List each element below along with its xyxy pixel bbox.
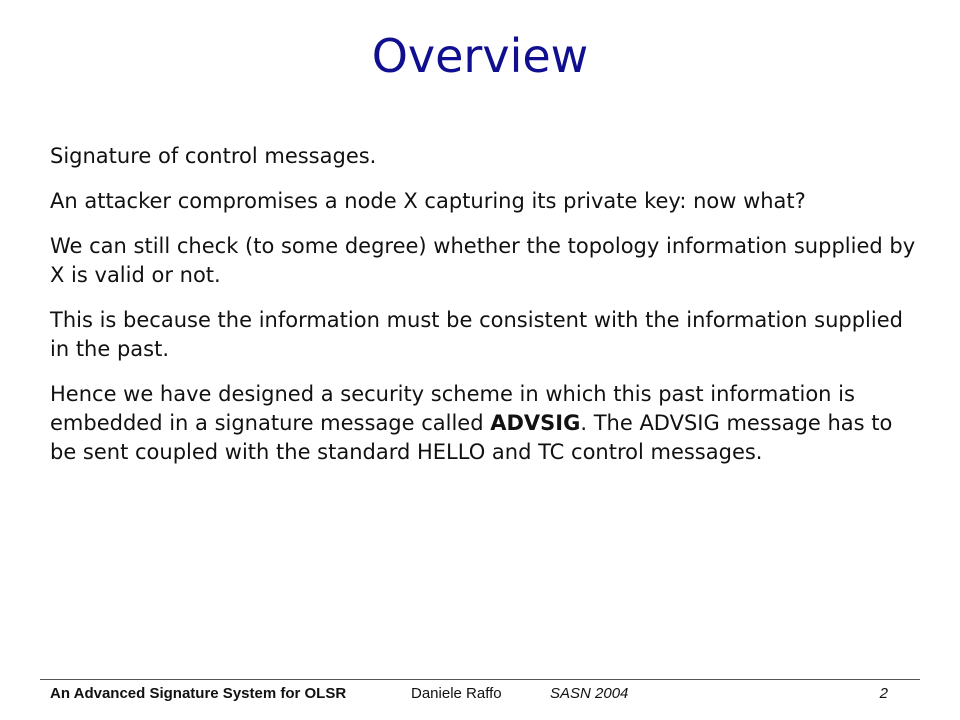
slide-body (50, 142, 920, 483)
paragraph-check-topology: We can still check (to some degree) whether the topology information supplied by X is valid or not. (50, 234, 916, 287)
paragraph-signature: Signature of control messages. (50, 144, 377, 168)
footer-presentation-title: An Advanced Signature System for OLSR (50, 685, 347, 702)
paragraph-attacker: An attacker compromises a node X capturing its private key: now what? (50, 189, 806, 213)
paragraph-advsig-scheme (50, 380, 920, 467)
footer-conference: SASN 2004 (550, 685, 629, 702)
footer-author: Daniele Raffo (411, 685, 502, 702)
paragraph-advsig-text-before: Hence we have designed a security scheme in which this past information is embedded in a signature message called (50, 382, 855, 435)
paragraph-consistency: This is because the information must be consistent with the information supplied in the past. (50, 308, 903, 361)
footer-page-number: 2 (879, 685, 888, 702)
advsig-keyword: ADVSIG (490, 411, 581, 435)
paragraph-advsig-text-after: . The ADVSIG message has to be sent coupled with the standard HELLO and TC control messages. (50, 411, 893, 464)
footer-divider (40, 679, 920, 680)
slide-title: Overview (371, 29, 589, 83)
